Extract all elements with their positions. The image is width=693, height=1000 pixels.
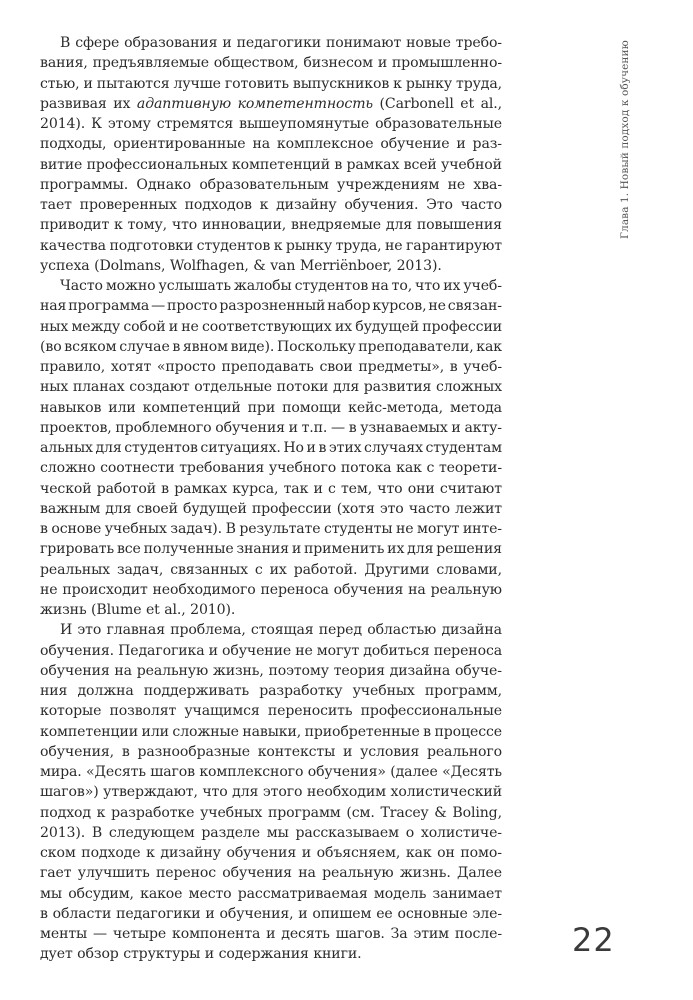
text-line: подходы, ориентированные на комплексное обучение и раз-: [40, 136, 502, 153]
paragraph-1: [40, 33, 502, 276]
text-line: важным для своей будущей профессии (хотя это часто лежит: [40, 500, 502, 517]
text-line: стью, и пытаются лучше готовить выпускников к рынку труда,: [40, 75, 502, 92]
text-line: тает проверенных подходов к дизайну обучения. Это часто: [40, 197, 502, 213]
text-line: ных между собой и не соответствующих их будущей профессии: [40, 318, 502, 335]
text-line: навыков или компетенций при помощи кейс-метода, метода: [40, 399, 502, 416]
page-number: 22: [572, 921, 615, 959]
text-line: И это главная проблема, стоящая перед областью дизайна: [60, 622, 502, 639]
text-line: мы обсудим, какое место рассматриваемая модель занимает: [40, 885, 502, 902]
text-line: подход к разработке учебных программ (см. Tracey & Boling,: [40, 804, 502, 821]
text-line: приводит к тому, что инновации, внедряемые для повышения: [40, 217, 502, 234]
text-line: не происходит необходимого переноса обучения на реальную: [40, 581, 502, 598]
text-line: жизнь (Blume et al., 2010).: [40, 602, 236, 618]
text-line: менты — четыре компонента и десять шагов. За этим после-: [40, 926, 502, 942]
text-line: обучения. Педагогика и обучение не могут добиться переноса: [40, 642, 502, 659]
text-line: обучения на реальную жизнь, поэтому теория дизайна обуче-: [40, 662, 502, 679]
text-line: ском подходе к дизайну обучения и объясняем, как он помо-: [40, 845, 502, 861]
text-line: грировать все полученные знания и применить их для решения: [40, 541, 502, 558]
text-line: в области педагогики и обучения, и опишем ее основные элe-: [40, 905, 502, 922]
text-line: ных планах создают отдельные потоки для развития сложных: [40, 379, 502, 396]
text-line: гает улучшить перенос обучения на реальную жизнь. Далее: [40, 865, 502, 882]
text-line: реальных задач, связанных с их работой. Другими словами,: [40, 561, 502, 578]
text-line: альных для студентов ситуациях. Но и в этих случаях студентам: [40, 440, 502, 456]
text-line: ная программа — просто разрозненный набор курсов, не связан-: [40, 298, 502, 315]
text-line: 2014). К этому стремятся вышеупомянутые образовательные: [40, 116, 502, 132]
text-line: качества подготовки студентов к рынку труда, не гарантируют: [40, 237, 502, 254]
text-line: вания, предъявляемые обществом, бизнесом и промышленно-: [40, 55, 502, 72]
body-text: [40, 33, 502, 965]
text-line: в основе учебных задач). В результате студенты не могут инте-: [40, 521, 502, 537]
text-line: проектов, проблемного обучения и т.п. — в узнаваемых и акту-: [40, 419, 502, 436]
text-line: Часто можно услышать жалобы студентов на то, что их учеб-: [60, 278, 502, 294]
text-line: витие профессиональных компетенций в рамках всей учебной: [40, 156, 502, 173]
text-line: развивая их адаптивную компетентность (Carbonell et al.,: [40, 95, 502, 112]
text-line: программы. Однако образовательным учреждениям не хва-: [40, 176, 502, 193]
paragraph-3: [40, 620, 502, 964]
paragraph-2: [40, 276, 502, 620]
text-line: (во всяком случае в явном виде). Поскольку преподаватели, как: [40, 338, 502, 355]
text-line: компетенции или сложные навыки, приобретенные в процессе: [40, 723, 502, 740]
text-line: которые позволят учащимся переносить профессиональные: [40, 703, 502, 720]
running-head: Глава 1. Новый подход к обучению: [619, 40, 631, 239]
text-line: мира. «Десять шагов комплексного обучения» (далее «Десять: [40, 764, 502, 780]
text-line: обучения, в разнообразные контексты и условия реального: [40, 743, 502, 760]
text-line: правило, хотят «просто преподавать свои предметы», в учеб-: [40, 359, 502, 375]
text-line: ческой работой в рамках курса, так и с тем, что они считают: [40, 480, 502, 497]
text-line: ния должна поддерживать разработку учебных программ,: [40, 683, 502, 699]
text-line: В сфере образования и педагогики понимают новые требо-: [60, 35, 502, 51]
text-line: успеха (Dolmans, Wolfhagen, & van Merriënboer, 2013).: [40, 257, 442, 274]
text-line: дует обзор структуры и содержания книги.: [40, 946, 362, 963]
text-line: шагов») утверждают, что для этого необходим холистический: [40, 784, 502, 801]
text-line: 2013). В следующем разделе мы рассказываем о холистиче-: [40, 824, 502, 841]
text-line: сложно соотнести требования учебного потока как с теорети-: [40, 460, 502, 477]
